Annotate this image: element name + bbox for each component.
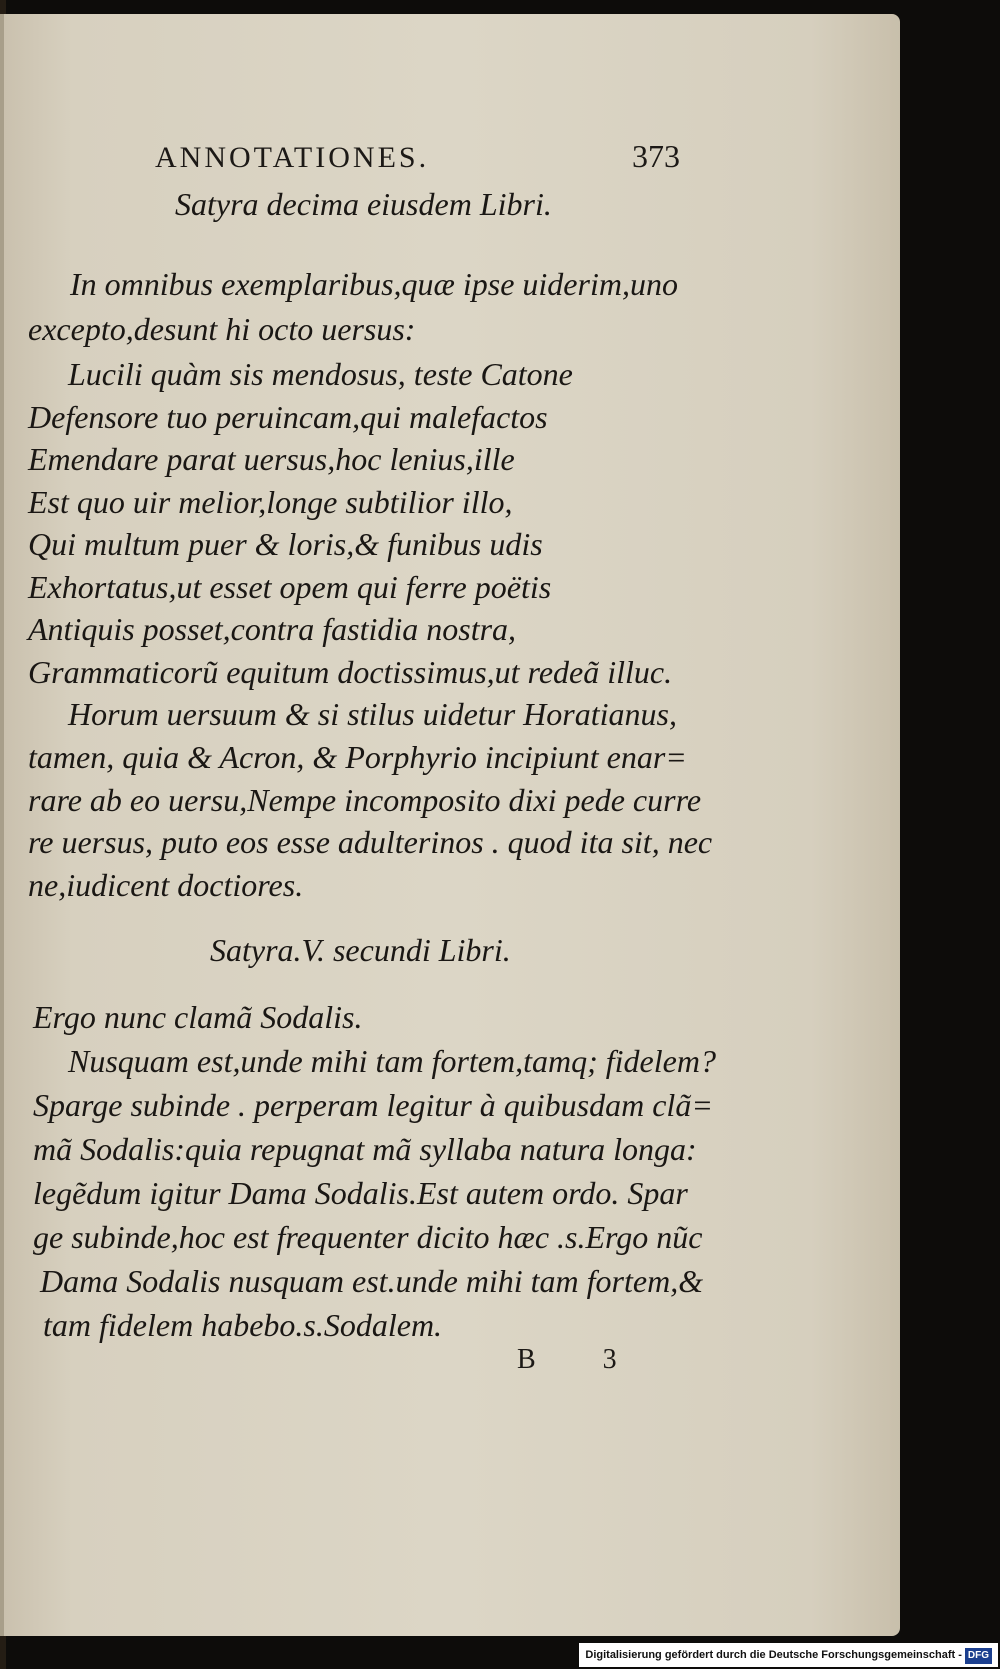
credit-text: Digitalisierung gefördert durch die Deutsche Forschungsgemeinschaft - bbox=[585, 1649, 962, 1661]
text-line: Nusquam est,unde mihi tam fortem,tamq; fidelem? bbox=[68, 1043, 716, 1079]
verse-line: Exhortatus,ut esset opem qui ferre poëtis bbox=[28, 569, 552, 605]
text-line: Dama Sodalis nusquam est.unde mihi tam fortem,& bbox=[40, 1263, 704, 1299]
verse-line: Qui multum puer & loris,& funibus udis bbox=[28, 526, 543, 562]
verse-line: Est quo uir melior,longe subtilior illo, bbox=[28, 484, 513, 520]
text-line: Horum uersuum & si stilus uidetur Horatianus, bbox=[68, 696, 677, 732]
verse-line: Antiquis posset,contra fastidia nostra, bbox=[28, 611, 517, 647]
signature-mark: B 3 bbox=[517, 1344, 647, 1375]
running-header: ANNOTATIONES. bbox=[155, 141, 430, 174]
text-line: mã Sodalis:quia repugnat mã syllaba natura longa: bbox=[33, 1131, 697, 1167]
section-heading: Satyra decima eiusdem Libri. bbox=[175, 186, 552, 222]
section-heading: Satyra.V. secundi Libri. bbox=[210, 932, 511, 968]
text-line: re uersus, puto eos esse adulterinos . quod ita sit, nec bbox=[28, 824, 713, 860]
text-line: Sparge subinde . perperam legitur à quibusdam clã= bbox=[33, 1087, 713, 1123]
book-page bbox=[0, 14, 900, 1636]
dfg-logo: DFG bbox=[965, 1648, 992, 1664]
text-line: tamen, quia & Acron, & Porphyrio incipiunt enar= bbox=[28, 739, 687, 775]
verse-line: Lucili quàm sis mendosus, teste Catone bbox=[68, 356, 573, 392]
digitization-credit bbox=[579, 1643, 998, 1667]
verse-line: Grammaticorũ equitum doctissimus,ut redeã illuc. bbox=[28, 654, 673, 690]
verse-line: Defensore tuo peruincam,qui malefactos bbox=[28, 399, 548, 435]
text-line: ne,iudicent doctiores. bbox=[28, 867, 304, 903]
text-line: In omnibus exemplaribus,quæ ipse uiderim,uno bbox=[70, 266, 678, 302]
verse-line: Emendare parat uersus,hoc lenius,ille bbox=[28, 441, 515, 477]
page-number: 373 bbox=[632, 138, 680, 174]
text-line: tam fidelem habebo.s.Sodalem. bbox=[43, 1307, 443, 1343]
text-line: excepto,desunt hi octo uersus: bbox=[28, 311, 416, 347]
text-line: Ergo nunc clamã Sodalis. bbox=[33, 999, 363, 1035]
text-line: legẽdum igitur Dama Sodalis.Est autem ordo. Spar bbox=[33, 1175, 688, 1211]
text-line: ge subinde,hoc est frequenter dicito hæc .s.Ergo nũc bbox=[33, 1219, 703, 1255]
text-line: rare ab eo uersu,Nempe incomposito dixi pede curre bbox=[28, 782, 702, 818]
